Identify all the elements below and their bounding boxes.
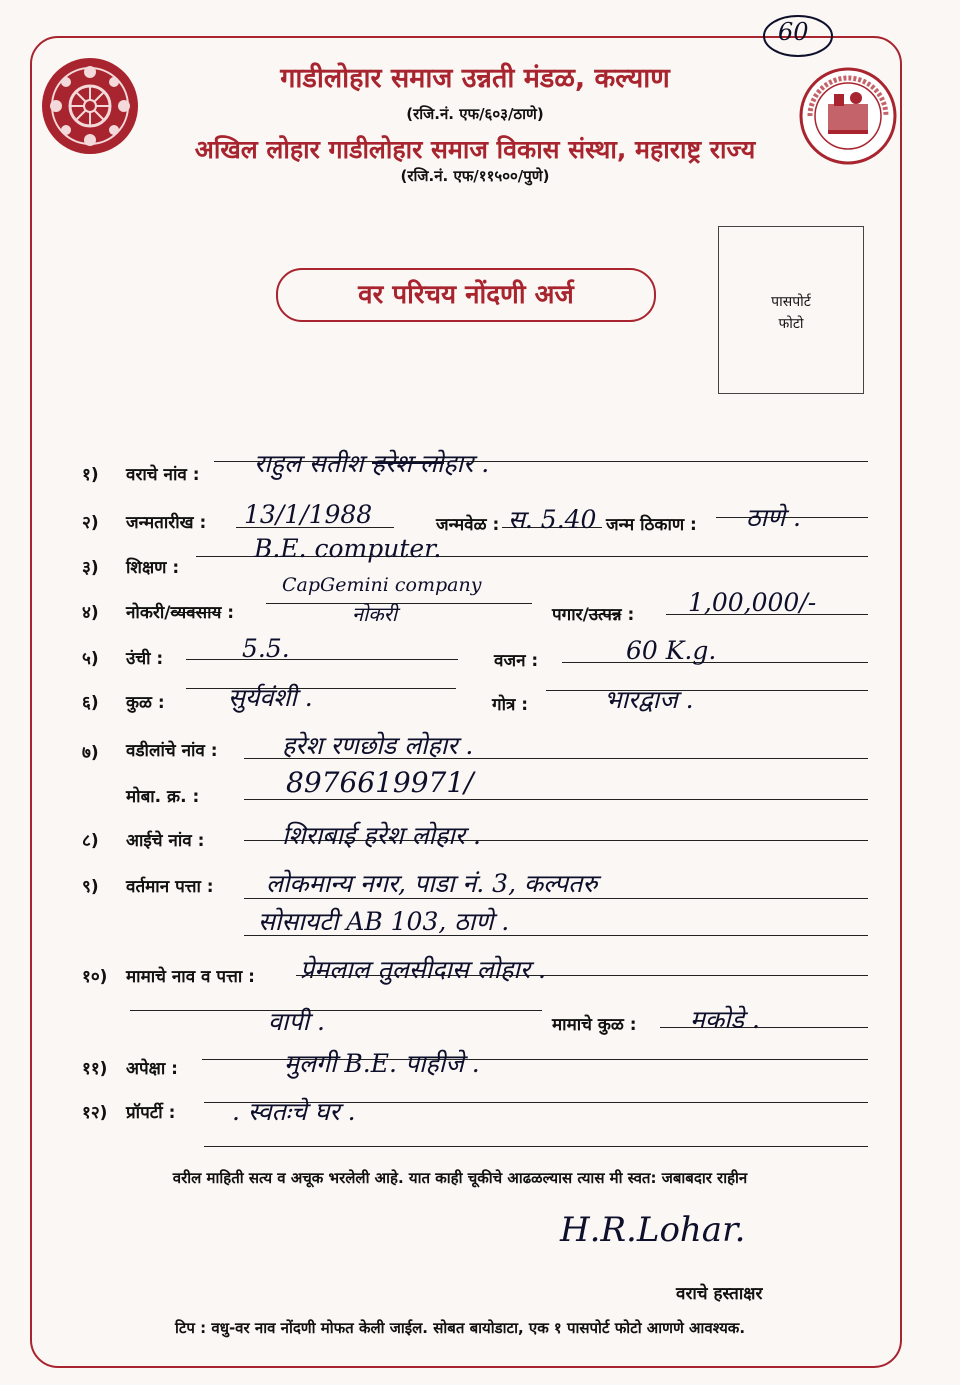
field-number: ७) bbox=[82, 743, 99, 763]
education-value[interactable]: B.E. computer. bbox=[254, 534, 442, 563]
sanstha-registration: (रजि.नं. एफ/११५००/पुणे) bbox=[400, 167, 550, 185]
birth-time-label: जन्मवेळ : bbox=[436, 515, 500, 535]
gotra-value[interactable]: भारद्वाज . bbox=[604, 685, 694, 714]
weight-value[interactable]: 60 K.g. bbox=[626, 636, 717, 665]
strike-mark bbox=[372, 462, 444, 464]
field-number: ६) bbox=[82, 693, 99, 713]
address-value-line1[interactable]: लोकमान्य नगर, पाडा नं. 3, कल्पतरु bbox=[266, 869, 598, 898]
field-number: ५) bbox=[82, 649, 99, 669]
mother-name-label: आईचे नांव : bbox=[126, 831, 205, 851]
photo-label-line2: फोटो bbox=[778, 316, 804, 332]
education-label: शिक्षण : bbox=[126, 558, 180, 578]
maternal-uncle-label: मामाचे नाव व पत्ता : bbox=[126, 967, 255, 987]
page-number-text: 60 bbox=[778, 18, 809, 46]
expectation-label: अपेक्षा : bbox=[126, 1059, 178, 1079]
org-name: गाडीलोहार समाज उन्नती मंडळ, कल्याण bbox=[280, 63, 670, 94]
form-title: वर परिचय नोंदणी अर्ज bbox=[276, 268, 656, 322]
underline bbox=[186, 688, 456, 689]
occupation-value-line1[interactable]: CapGemini company bbox=[282, 574, 482, 596]
declaration-text: वरील माहिती सत्य व अचूक भरलेली आहे. यात काही चूकीचे आढळल्यास त्यास मी स्वत: जबाबदार राहीन bbox=[172, 1169, 748, 1187]
weight-label: वजन : bbox=[494, 651, 539, 671]
underline bbox=[204, 1146, 868, 1147]
maternal-kul-value[interactable]: मकोडे . bbox=[690, 1005, 760, 1034]
expectation-value[interactable]: मुलगी B.E. पाहीजे . bbox=[284, 1049, 480, 1078]
groom-name-label: वराचे नांव : bbox=[126, 465, 200, 485]
property-value[interactable]: . स्वतःचे घर . bbox=[232, 1097, 356, 1126]
birth-place-value[interactable]: ठाणे . bbox=[746, 503, 801, 532]
mobile-value[interactable]: 8976619971/ bbox=[286, 766, 474, 799]
birth-date-value[interactable]: 13/1/1988 bbox=[244, 500, 373, 529]
field-number: १) bbox=[82, 465, 99, 485]
maternal-uncle-value-line2[interactable]: वापी . bbox=[268, 1007, 325, 1036]
maternal-uncle-value-line1[interactable]: प्रेमलाल तुलसीदास लोहार . bbox=[300, 955, 546, 984]
field-number: २) bbox=[82, 513, 99, 533]
org-registration: (रजि.नं. एफ/६०३/ठाणे) bbox=[406, 105, 544, 123]
underline bbox=[130, 1010, 542, 1011]
height-label: उंची : bbox=[126, 649, 164, 669]
mother-name-value[interactable]: शिराबाई हरेश लोहार . bbox=[282, 821, 481, 850]
field-number: ८) bbox=[82, 831, 99, 851]
field-number: ३) bbox=[82, 558, 99, 578]
groom-signature: H.R.Lohar. bbox=[560, 1210, 746, 1250]
birth-place-label: जन्म ठिकाण : bbox=[606, 515, 697, 535]
kul-label: कुळ : bbox=[126, 693, 165, 713]
sanstha-name: अखिल लोहार गाडीलोहार समाज विकास संस्था, महाराष्ट्र राज्य bbox=[194, 135, 756, 164]
address-label: वर्तमान पत्ता : bbox=[126, 877, 214, 897]
kul-value[interactable]: सुर्यवंशी . bbox=[228, 683, 313, 712]
underline bbox=[266, 603, 532, 604]
underline bbox=[546, 690, 868, 691]
salary-label: पगार/उत्पन्न : bbox=[552, 605, 635, 625]
groom-name-value[interactable]: राहुल सतीश हरेश लोहार . bbox=[254, 449, 490, 478]
property-label: प्रॉपर्टी : bbox=[126, 1103, 176, 1123]
salary-value[interactable]: 1,00,000/- bbox=[688, 588, 817, 617]
father-name-label: वडीलांचे नांव : bbox=[126, 741, 218, 761]
field-number: १०) bbox=[82, 967, 108, 987]
passport-photo-box bbox=[718, 226, 864, 394]
maternal-kul-label: मामाचे कुळ : bbox=[552, 1015, 637, 1035]
underline bbox=[244, 799, 868, 800]
birth-date-label: जन्मतारीख : bbox=[126, 513, 207, 533]
gotra-label: गोत्र : bbox=[492, 695, 529, 715]
mobile-label: मोबा. क्र. : bbox=[126, 787, 200, 807]
signature-label: वराचे हस्ताक्षर bbox=[676, 1284, 763, 1304]
field-number: १२) bbox=[82, 1103, 108, 1123]
footer-note: टिप : वधु-वर नाव नोंदणी मोफत केली जाईल. सोबत बायोडाटा, एक १ पासपोर्ट फोटो आणणे आवश्यक. bbox=[174, 1319, 746, 1337]
field-number: ११) bbox=[82, 1059, 108, 1079]
field-number: ४) bbox=[82, 603, 99, 623]
underline bbox=[186, 659, 458, 660]
height-value[interactable]: 5.5. bbox=[242, 634, 290, 663]
address-value-line2[interactable]: सोसायटी AB 103, ठाणे . bbox=[258, 907, 510, 936]
father-name-value[interactable]: हरेश रणछोड लोहार . bbox=[282, 731, 474, 760]
photo-label-line1: पासपोर्ट bbox=[771, 294, 811, 310]
occupation-label: नोकरी/व्यवसाय : bbox=[126, 603, 235, 623]
birth-time-value[interactable]: स. 5.40 bbox=[508, 505, 597, 534]
field-number: ९) bbox=[82, 877, 99, 897]
occupation-value-line2[interactable]: नोकरी bbox=[352, 602, 397, 626]
